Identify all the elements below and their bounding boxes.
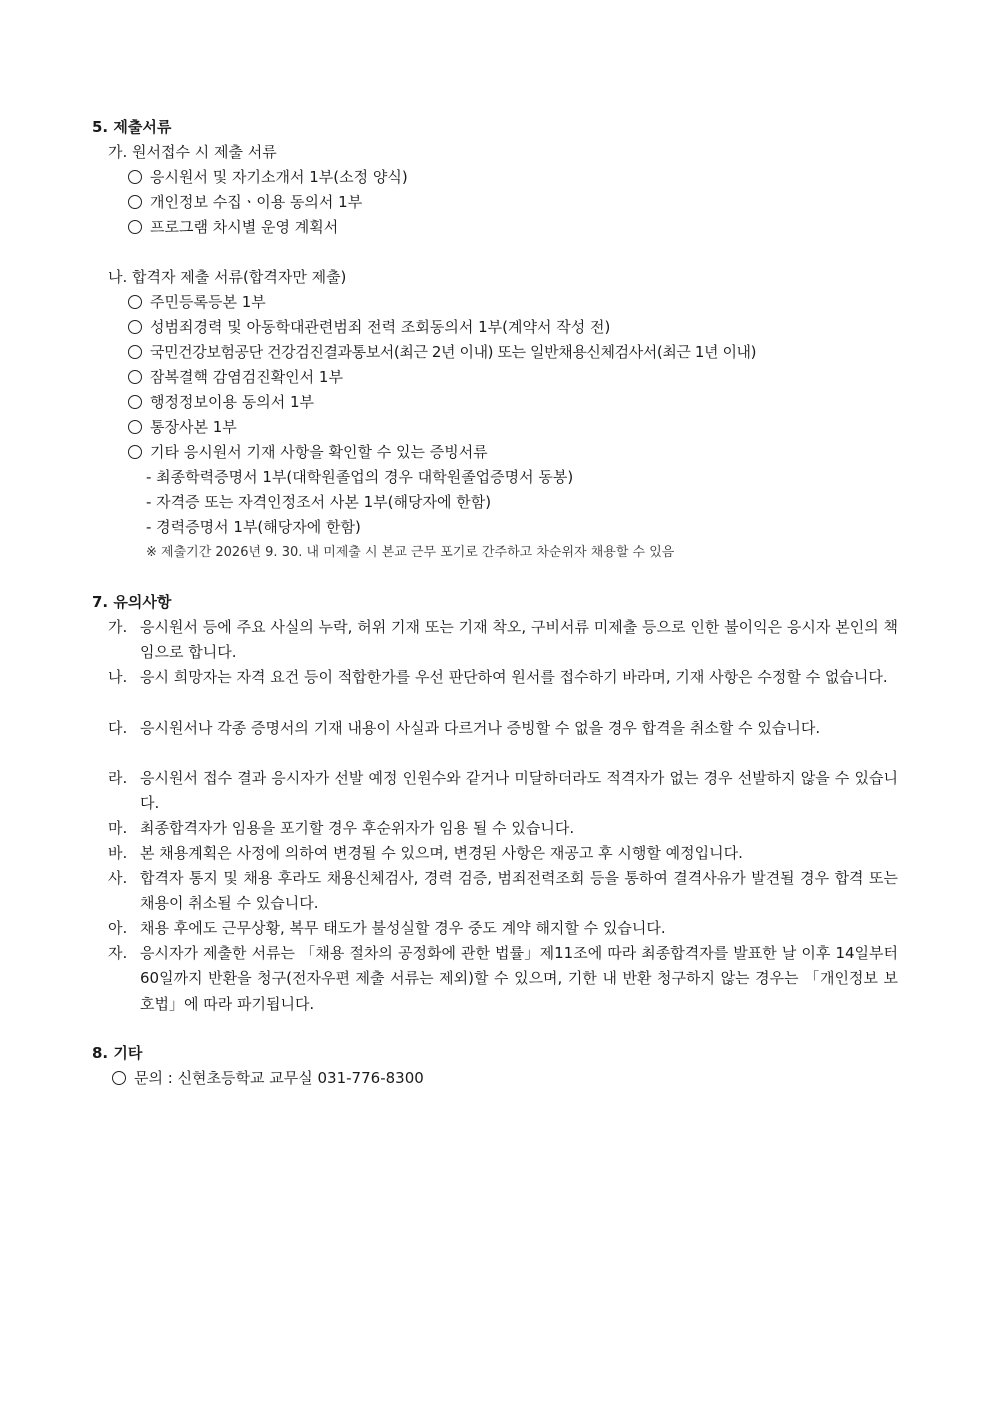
list-item — [108, 665, 898, 690]
item-marker: 아. — [108, 919, 128, 937]
list-item: 주민등록등본 1부 — [128, 293, 266, 311]
circle-bullet-icon — [128, 295, 142, 309]
item-text: 응시자가 제출한 서류는 「채용 절차의 공정화에 관한 법률」제11조에 따라 최종합격자를 발표한 날 이후 14일부터 60일까지 반환을 청구(전자우편 제출 서류는 제외)할 수 있으며, 기한 내 반환 청구하지 않는 경우는 「개인정보 보호법」에 따라 파기됩니다. — [140, 944, 898, 1013]
item-marker: 라. — [108, 769, 128, 787]
list-item: 잠복결핵 감염검진확인서 1부 — [128, 368, 343, 386]
item-text: 응시원서 등에 주요 사실의 누락, 허위 기재 또는 기재 착오, 구비서류 미제출 등으로 인한 불이익은 응시자 본인의 책임으로 합니다. — [140, 618, 898, 662]
circle-bullet-icon — [128, 370, 142, 384]
item-text: 최종합격자가 임용을 포기할 경우 후순위자가 임용 될 수 있습니다. — [140, 819, 575, 837]
list-item — [108, 916, 898, 941]
item-text: 본 채용계획은 사정에 의하여 변경될 수 있으며, 변경된 사항은 재공고 후 시행할 예정입니다. — [140, 844, 743, 862]
subsection-ga-title: 가. 원서접수 시 제출 서류 — [108, 143, 277, 161]
section-5-heading: 5. 제출서류 — [92, 118, 172, 136]
circle-bullet-icon — [128, 445, 142, 459]
list-item — [108, 716, 898, 741]
list-item: 개인정보 수집ㆍ이용 동의서 1부 — [128, 193, 362, 211]
circle-bullet-icon — [112, 1071, 126, 1085]
contact-line: 문의 : 신현초등학교 교무실 031-776-8300 — [112, 1069, 424, 1087]
circle-bullet-icon — [128, 320, 142, 334]
list-item: 기타 응시원서 기재 사항을 확인할 수 있는 증빙서류 — [128, 443, 488, 461]
item-text: 채용 후에도 근무상황, 복무 태도가 불성실할 경우 중도 계약 해지할 수 있습니다. — [140, 919, 666, 937]
item-marker: 나. — [108, 668, 128, 686]
circle-bullet-icon — [128, 395, 142, 409]
list-item: 성범죄경력 및 아동학대관련범죄 전력 조회동의서 1부(계약서 작성 전) — [128, 318, 610, 336]
circle-bullet-icon — [128, 345, 142, 359]
sub-list-item: - 경력증명서 1부(해당자에 한함) — [146, 518, 361, 536]
circle-bullet-icon — [128, 195, 142, 209]
item-marker: 바. — [108, 844, 128, 862]
list-item: 국민건강보험공단 건강검진결과통보서(최근 2년 이내) 또는 일반채용신체검사서(최근 1년 이내) — [128, 343, 756, 361]
circle-bullet-icon — [128, 170, 142, 184]
sub-list-item: - 최종학력증명서 1부(대학원졸업의 경우 대학원졸업증명서 동봉) — [146, 468, 574, 486]
item-marker: 사. — [108, 869, 128, 887]
submission-note: ※ 제출기간 2026년 9. 30. 내 미제출 시 본교 근무 포기로 간주하고 차순위자 채용할 수 있음 — [146, 545, 675, 560]
list-item: 행정정보이용 동의서 1부 — [128, 393, 314, 411]
subsection-na-title: 나. 합격자 제출 서류(합격자만 제출) — [108, 268, 347, 286]
sub-list-item: - 자격증 또는 자격인정조서 사본 1부(해당자에 한함) — [146, 493, 492, 511]
item-text: 응시원서 접수 결과 응시자가 선발 예정 인원수와 같거나 미달하더라도 적격자가 없는 경우 선발하지 않을 수 있습니다. — [140, 769, 898, 813]
list-item — [108, 615, 898, 666]
item-text: 합격자 통지 및 채용 후라도 채용신체검사, 경력 검증, 범죄전력조회 등을 통하여 결격사유가 발견될 경우 합격 또는 채용이 취소될 수 있습니다. — [140, 869, 898, 913]
circle-bullet-icon — [128, 420, 142, 434]
item-text: 응시원서나 각종 증명서의 기재 내용이 사실과 다르거나 증빙할 수 없을 경우 합격을 취소할 수 있습니다. — [140, 719, 821, 737]
list-item — [108, 866, 898, 917]
list-item: 통장사본 1부 — [128, 418, 237, 436]
item-text: 응시 희망자는 자격 요건 등이 적합한가를 우선 판단하여 원서를 접수하기 바라며, 기재 사항은 수정할 수 없습니다. — [140, 668, 888, 686]
circle-bullet-icon — [128, 220, 142, 234]
item-marker: 마. — [108, 819, 128, 837]
list-item: 응시원서 및 자기소개서 1부(소정 양식) — [128, 168, 408, 186]
list-item — [108, 841, 898, 866]
item-marker: 자. — [108, 944, 128, 962]
list-item — [108, 766, 898, 817]
list-item: 프로그램 차시별 운영 계획서 — [128, 218, 338, 236]
list-item — [108, 941, 898, 1017]
list-item — [108, 816, 898, 841]
item-marker: 가. — [108, 618, 128, 636]
item-marker: 다. — [108, 719, 128, 737]
section-7-heading: 7. 유의사항 — [92, 593, 172, 611]
section-8-heading: 8. 기타 — [92, 1044, 143, 1062]
